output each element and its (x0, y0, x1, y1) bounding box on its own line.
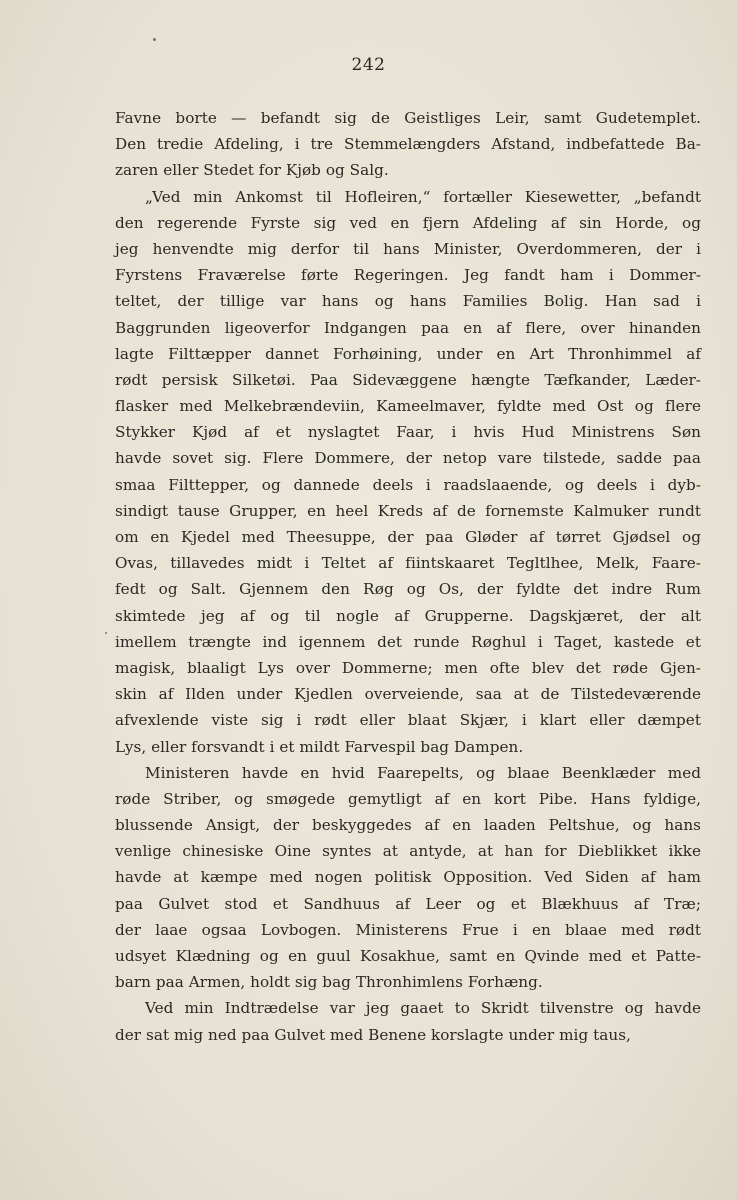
text-line: rødt persisk Silketøi. Paa Sidevæggene hængte Tæfkander, Læder- (115, 370, 701, 389)
text-line: smaa Filttepper, og dannede deels i raadslaaende, og deels i dyb- (115, 475, 701, 494)
text-line: Ved min Indtrædelse var jeg gaaet to Skridt tilvenstre og havde (145, 999, 701, 1018)
text-line: barn paa Armen, holdt sig bag Thronhimlens Forhæng. (115, 973, 543, 992)
page-number: 242 (351, 55, 386, 75)
text-line: „Ved min Ankomst til Hofleiren,“ fortæller Kiesewetter, „befandt (145, 187, 701, 206)
text-line: Lys, eller forsvandt i et mildt Farvespil bag Dampen. (115, 737, 524, 756)
text-line: Ovas, tillavedes midt i Teltet af fiintskaaret Tegltlhee, Melk, Faare- (115, 554, 701, 573)
text-line: Fyrstens Fraværelse førte Regeringen. Jeg fandt ham i Dommer- (115, 266, 701, 285)
text-line: der sat mig ned paa Gulvet med Benene korslagte under mig taus, (115, 1025, 631, 1044)
text-line: den regerende Fyrste sig ved en fjern Afdeling af sin Horde, og (115, 213, 701, 232)
text-line: udsyet Klædning og en guul Kosakhue, samt en Qvinde med et Patte- (115, 947, 701, 965)
ink-speck (105, 632, 107, 634)
text-line: havde at kæmpe med nogen politisk Opposition. Ved Siden af ham (115, 868, 701, 887)
text-line: imellem trængte ind igennem det runde Røghul i Taget, kastede et (115, 632, 701, 651)
paragraph (115, 184, 701, 760)
text-line: røde Striber, og smøgede gemytligt af en kort Pibe. Hans fyldige, (115, 789, 701, 808)
body-text (115, 105, 701, 1048)
text-line: Baggrunden ligeoverfor Indgangen paa en af flere, over hinanden (115, 318, 701, 337)
text-line: blussende Ansigt, der beskyggedes af en laaden Peltshue, og hans (115, 816, 701, 835)
text-line: zaren eller Stedet for Kjøb og Salg. (115, 161, 389, 180)
text-line: Favne borte — befandt sig de Geistliges Leir, samt Gudetemplet. (115, 109, 701, 127)
text-line: der laae ogsaa Lovbogen. Ministerens Frue i en blaae med rødt (115, 920, 701, 939)
text-line: fedt og Salt. Gjennem den Røg og Os, der fyldte det indre Rum (115, 580, 701, 599)
ink-speck (153, 38, 156, 41)
text-line: sindigt tause Grupper, en heel Kreds af de fornemste Kalmuker rundt (115, 501, 701, 520)
paragraph (115, 760, 701, 996)
text-line: flasker med Melkebrændeviin, Kameelmaver, fyldte med Ost og flere (115, 397, 701, 416)
text-line: lagte Filttæpper dannet Forhøining, under en Art Thronhimmel af (115, 344, 701, 363)
text-line: magisk, blaaligt Lys over Dommerne; men ofte blev det røde Gjen- (115, 658, 701, 677)
text-line: venlige chinesiske Oine syntes at antyde, at han for Dieblikket ikke (115, 842, 701, 861)
paragraph (115, 995, 701, 1047)
paragraph (115, 105, 701, 184)
text-line: Stykker Kjød af et nyslagtet Faar, i hvis Hud Ministrens Søn (115, 423, 701, 442)
text-line: skin af Ilden under Kjedlen overveiende, saa at de Tilstedeværende (115, 685, 701, 704)
text-line: jeg henvendte mig derfor til hans Minister, Overdommeren, der i (115, 239, 701, 258)
text-line: teltet, der tillige var hans og hans Families Bolig. Han sad i (115, 292, 701, 311)
text-line: havde sovet sig. Flere Dommere, der netop vare tilstede, sadde paa (115, 449, 701, 468)
text-line: Ministeren havde en hvid Faarepelts, og blaae Beenklæder med (145, 763, 701, 782)
text-line: afvexlende viste sig i rødt eller blaat Skjær, i klart eller dæmpet (115, 711, 701, 730)
text-line: Den tredie Afdeling, i tre Stemmelængders Afstand, indbefattede Ba- (115, 135, 701, 154)
text-line: paa Gulvet stod et Sandhuus af Leer og et Blækhuus af Træ; (115, 894, 701, 913)
text-line: om en Kjedel med Theesuppe, der paa Gløder af tørret Gjødsel og (115, 528, 701, 546)
text-line: skimtede jeg af og til nogle af Grupperne. Dagskjæret, der alt (115, 606, 701, 625)
